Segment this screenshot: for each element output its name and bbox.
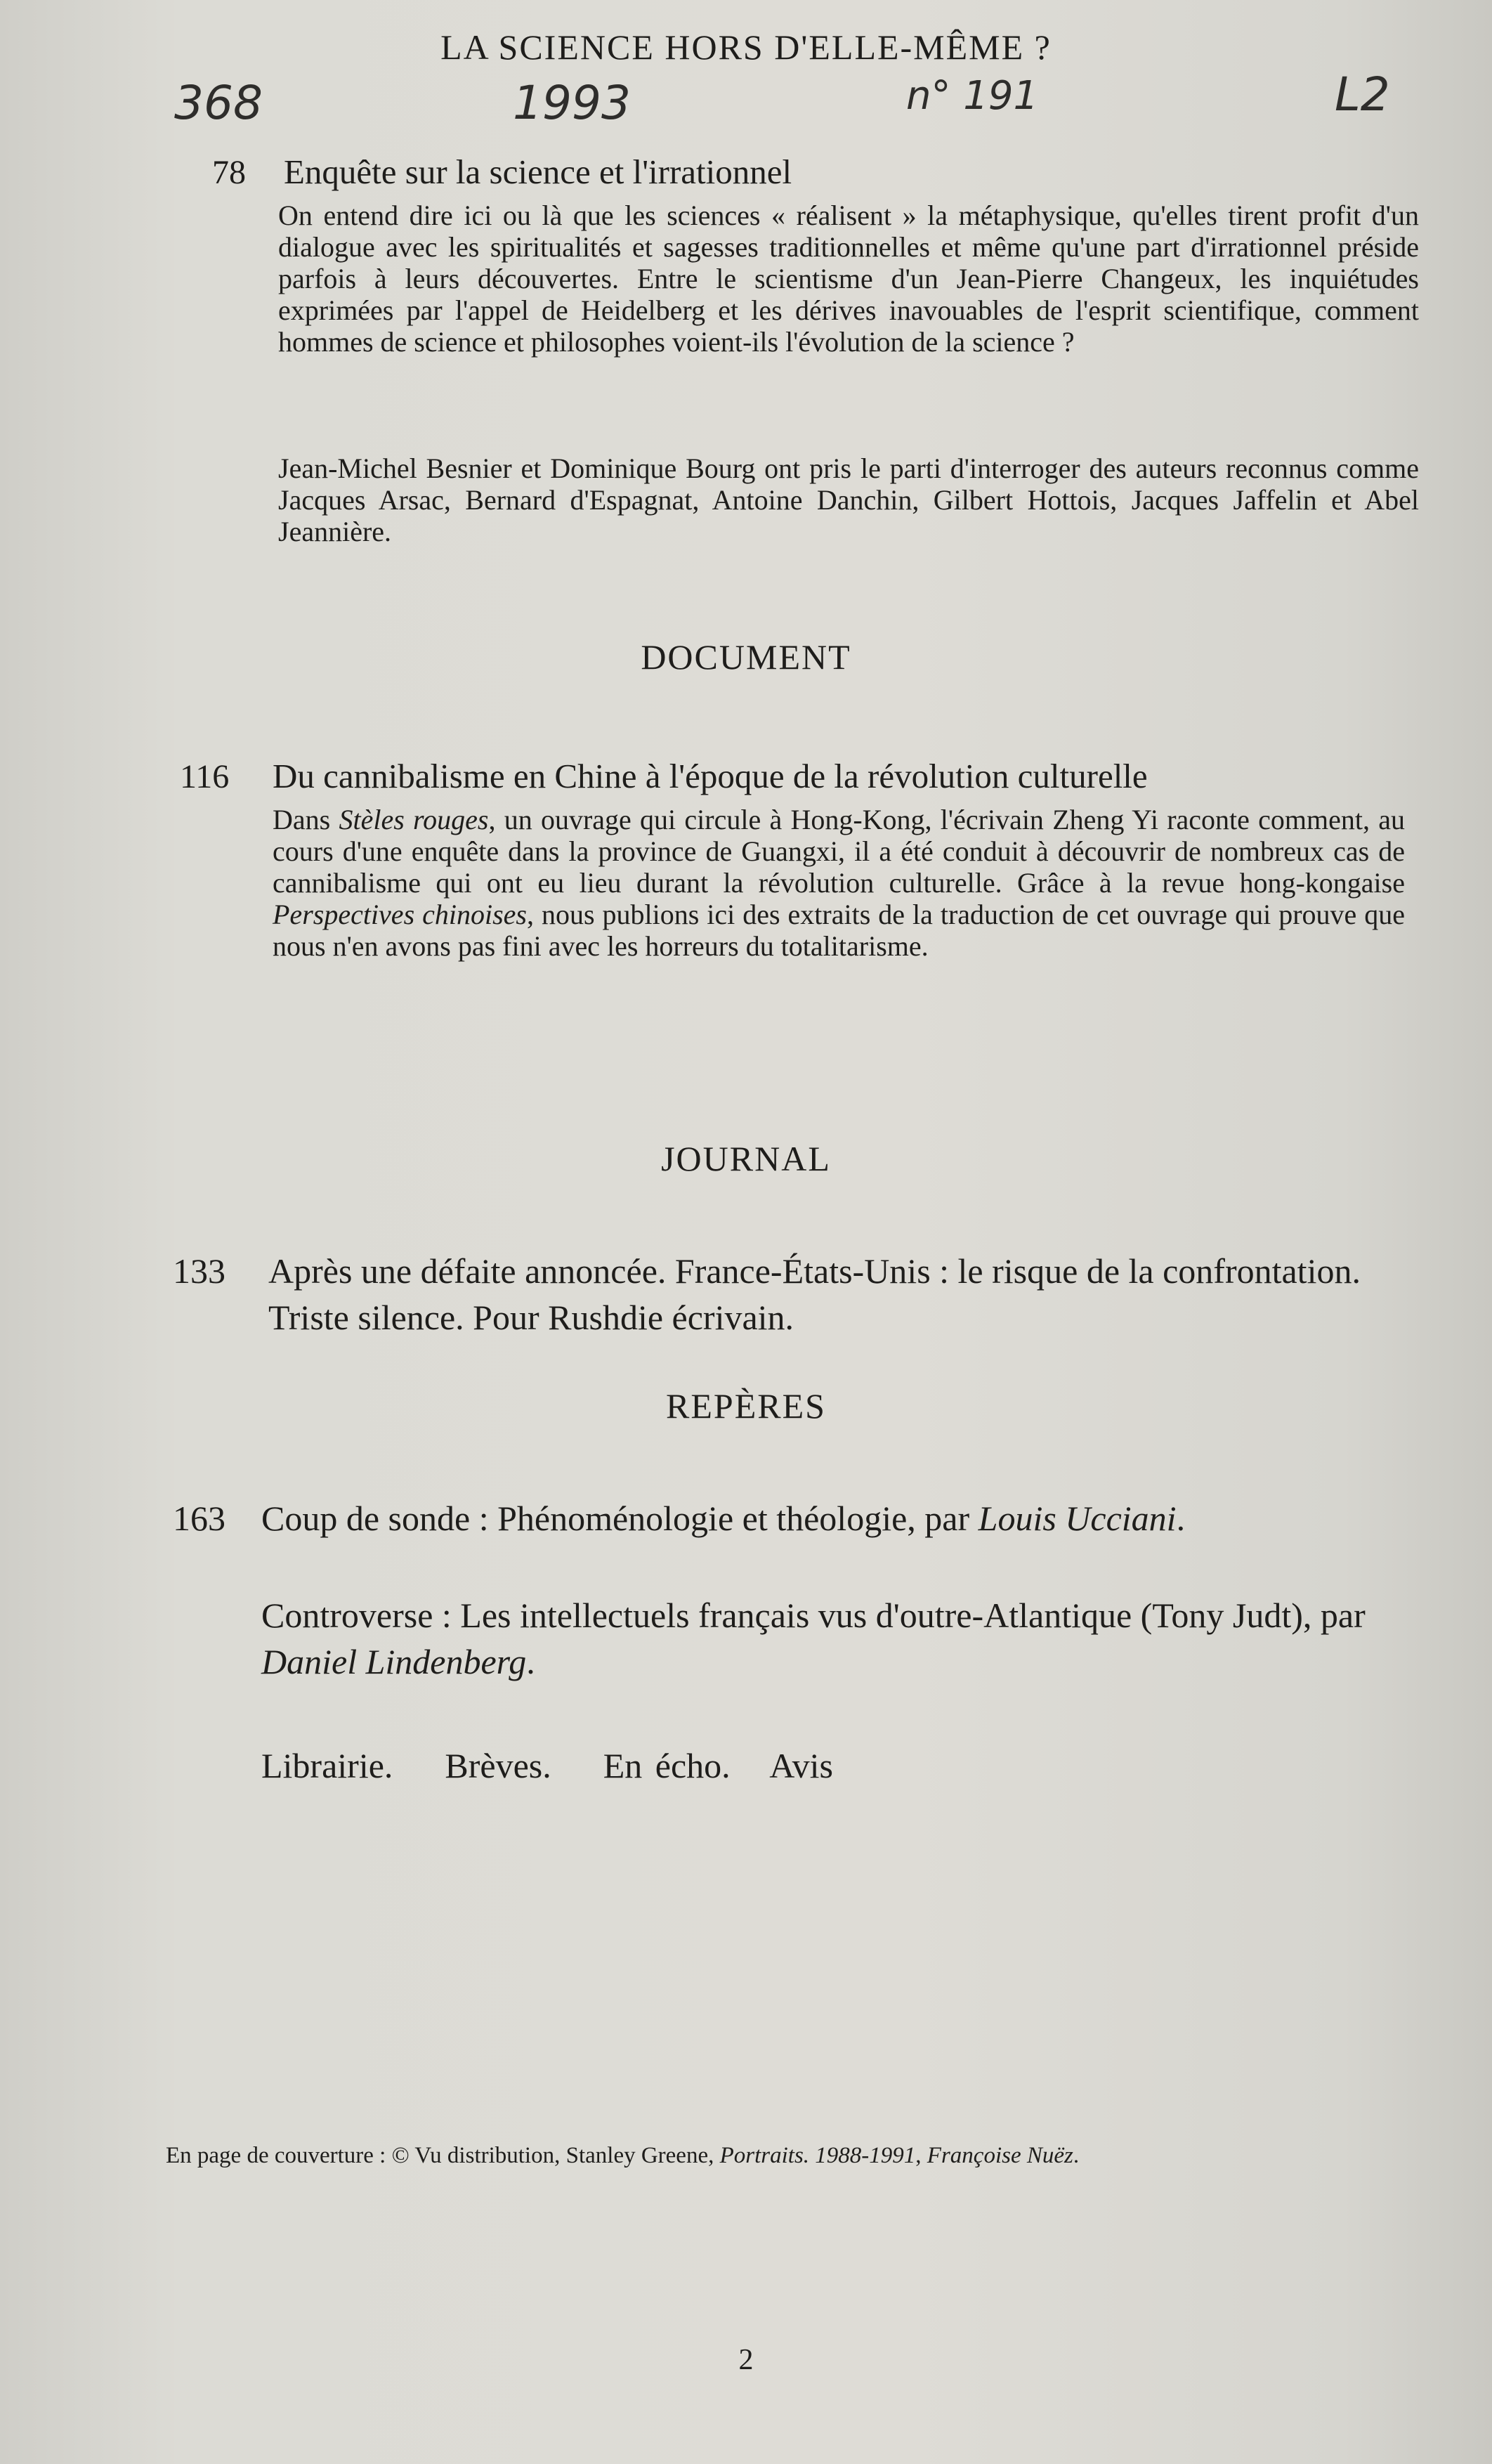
section-heading-journal: JOURNAL: [661, 1139, 831, 1178]
entry-page-number: 163: [173, 1499, 225, 1538]
entry-title: Du cannibalisme en Chine à l'époque de la révolution culturelle: [273, 757, 1148, 795]
section-heading-document: DOCUMENT: [641, 637, 851, 677]
rubric-breves: Brèves.: [445, 1746, 551, 1785]
handwritten-issue: n° 191: [906, 73, 1039, 119]
running-header: LA SCIENCE HORS D'ELLE-MÊME ?: [440, 27, 1052, 67]
entry-title: Enquête sur la science et l'irrationnel: [284, 152, 792, 191]
section-heading-reperes: REPÈRES: [666, 1386, 826, 1426]
rubric-en-echo: En écho.: [603, 1746, 731, 1785]
rubric-librairie: Librairie.: [261, 1746, 393, 1785]
entry-page-number: 116: [180, 758, 230, 795]
rubric-avis: Avis: [769, 1746, 833, 1785]
cover-credit-footnote: En page de couverture : © Vu distribution, Stanley Greene, Portraits. 1988-1991, Françoise Nuëz.: [166, 2143, 1080, 2168]
entry-abstract-authors: Jean-Michel Besnier et Dominique Bourg ont pris le parti d'interroger des auteurs reconnus comme Jacques Arsac, Bernard d'Espagnat, Antoine Danchin, Gilbert Hottois, Jacques Jaffelin et Abel Jeannière.: [278, 452, 1419, 547]
controverse: Controverse : Les intellectuels français vus d'outre-Atlantique (Tony Judt), par Daniel Lindenberg.: [261, 1596, 1366, 1681]
entry-abstract: Dans Stèles rouges, un ouvrage qui circule à Hong-Kong, l'écrivain Zheng Yi raconte comment, au cours d'une enquête dans la province de Guangxi, il a été conduit à découvrir de nombreux cas de cannibalisme qui ont eu lieu durant la révolution culturelle. Grâce à la revue hong-kongaise Perspectives chinoises, nous publions ici des extraits de la traduction de cet ouvrage qui prouve que nous n'en avons pas fini avec les horreurs du totalitarisme.: [273, 804, 1406, 962]
rubrics-line: [261, 1742, 833, 1789]
handwritten-call-number: 368: [174, 76, 263, 130]
entry-page-number: 78: [212, 154, 246, 191]
page-number: 2: [738, 2344, 754, 2376]
handwritten-year: 1993: [513, 76, 631, 130]
handwritten-initials: L2: [1335, 67, 1390, 122]
coup-de-sonde: Coup de sonde : Phénoménologie et théologie, par Louis Ucciani.: [261, 1499, 1186, 1538]
journal-entry: Après une défaite annoncée. France-États-Unis : le risque de la confrontation. Triste silence. Pour Rushdie écrivain.: [268, 1251, 1361, 1337]
entry-abstract: On entend dire ici ou là que les sciences « réalisent » la métaphysique, qu'elles tirent profit d'un dialogue avec les spiritualités et sagesses traditionnelles et même qu'une part d'irrationnel préside parfois à leurs découvertes. Entre le scientisme d'un Jean-Pierre Changeux, les inquiétudes exprimées par l'appel de Heidelberg et les dérives inavouables de l'esprit scientifique, comment hommes de science et philosophes voient-ils l'évolution de la science ?: [278, 200, 1419, 358]
entry-page-number: 133: [173, 1251, 225, 1291]
